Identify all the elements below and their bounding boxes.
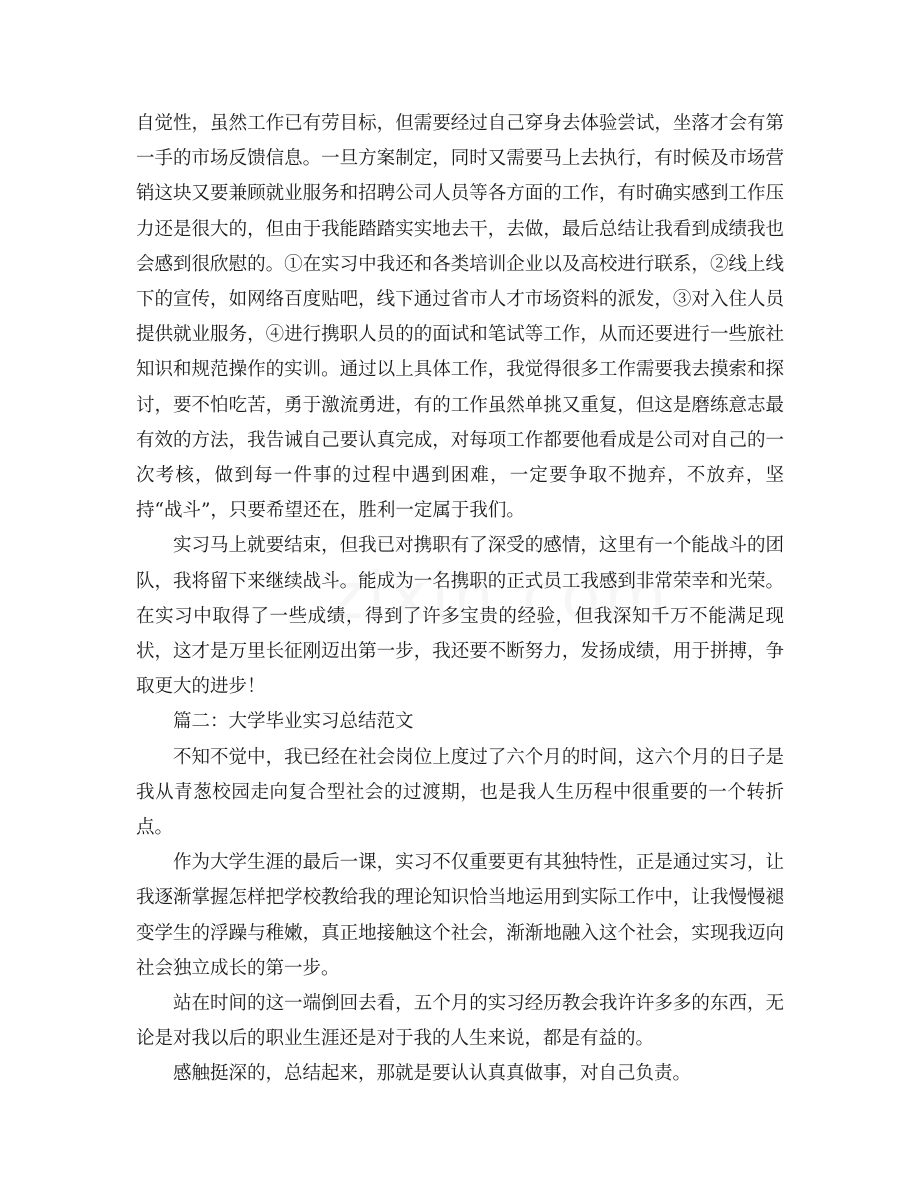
paragraph-last-lesson: 作为大学生涯的最后一课，实习不仅重要更有其独特性，正是通过实习，让我逐渐掌握怎样把学校教给我的理论知识恰当地运用到实际工作中，让我慢慢褪变学生的浮躁与稚嫩，真正地接触这个社会，渐渐地融入这个社会，实现我迈向社会独立成长的第一步。 — [136, 852, 784, 979]
paragraph-conclusion: 感触挺深的，总结起来，那就是要认认真真做事，对自己负责。 — [173, 1063, 692, 1085]
paragraph-internship-ending: 实习马上就要结束，但我已对携职有了深受的感情，这里有一个能战斗的团队，我将留下来继续战斗。能成为一名携职的正式员工我感到非常荣幸和光荣。在实习中取得了一些成绩，得到了许多宝贵的经验，但我深知千万不能满足现状，这才是万里长征刚迈出第一步，我还要不断努力，发扬成绩，用于拼搏，争取更大的进步！ — [136, 535, 784, 698]
document-body — [136, 106, 784, 1092]
paragraph-continuation: 自觉性，虽然工作已有劳目标，但需要经过自己穿身去体验尝试，坐落才会有第一手的市场反馈信息。一旦方案制定，同时又需要马上去执行，有时候及市场营销这块又要兼顾就业服务和招聘公司人员等各方面的工作，有时确实感到工作压力还是很大的，但由于我能踏踏实实地去干，去做，最后总结让我看到成绩我也会感到很欣慰的。①在实习中我还和各类培训企业以及高校进行联系，②线上线下的宣传，如网络百度贴吧，线下通过省市人才市场资料的派发，③对入住人员提供就业服务，④进行携职人员的的面试和笔试等工作，从而还要进行一些旅社知识和规范操作的实训。通过以上具体工作，我觉得很多工作需要我去摸索和探讨，要不怕吃苦，勇于激流勇进，有的工作虽然单挑又重复，但这是磨练意志最有效的方法，我告诫自己要认真完成，对每项工作都要他看成是公司对自己的一次考核，做到每一件事的过程中遇到困难，一定要争取不抛弃，不放弃，坚持“战斗”，只要希望还在，胜利一定属于我们。 — [136, 113, 784, 522]
paragraph-six-months: 不知不觉中，我已经在社会岗位上度过了六个月的时间，这六个月的日子是我从青葱校园走向复合型社会的过渡期，也是我人生历程中很重要的一个转折点。 — [136, 746, 784, 839]
paragraph-looking-back: 站在时间的这一端倒回去看，五个月的实习经历教会我许许多多的东西，无论是对我以后的职业生涯还是对于我的人生来说，都是有益的。 — [136, 993, 784, 1050]
section-heading: 篇二：大学毕业实习总结范文 — [173, 711, 414, 733]
